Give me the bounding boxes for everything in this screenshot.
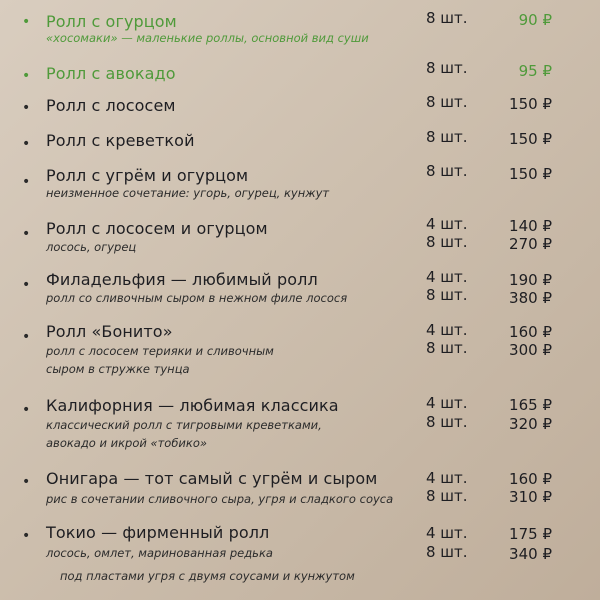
item-description: авокадо и икрой «тобико»	[46, 436, 207, 450]
item-price: 150 ₽	[509, 95, 552, 113]
item-name: Онигара — тот самый с угрём и сыром	[46, 469, 378, 488]
item-quantity: 8 шт.	[426, 339, 468, 357]
item-price: 270 ₽	[509, 235, 552, 253]
item-price: 300 ₽	[509, 341, 552, 359]
item-quantity: 4 шт.	[426, 394, 468, 412]
item-name: Калифорния — любимая классика	[46, 396, 339, 415]
bullet: •	[22, 136, 31, 152]
item-description: лосось, омлет, маринованная редька	[46, 546, 273, 560]
item-quantity: 8 шт.	[426, 543, 468, 561]
bullet: •	[22, 474, 31, 490]
item-name: Ролл с лососем	[46, 96, 176, 115]
bullet: •	[22, 528, 31, 544]
bullet: •	[22, 277, 31, 293]
item-quantity: 4 шт.	[426, 469, 468, 487]
bullet: •	[22, 68, 31, 84]
item-price: 160 ₽	[509, 470, 552, 488]
item-price: 95 ₽	[518, 62, 552, 80]
item-description: ролл со сливочным сыром в нежном филе лосося	[46, 291, 348, 305]
item-price: 140 ₽	[509, 217, 552, 235]
item-price: 340 ₽	[509, 545, 552, 563]
bullet: •	[22, 402, 31, 418]
item-price: 165 ₽	[509, 396, 552, 414]
item-price: 190 ₽	[509, 271, 552, 289]
bullet: •	[22, 14, 31, 30]
item-description: «хосомаки» — маленькие роллы, основной вид суши	[46, 31, 369, 45]
item-price: 150 ₽	[509, 130, 552, 148]
item-name: Ролл с авокадо	[46, 64, 176, 83]
item-quantity: 8 шт.	[426, 59, 468, 77]
item-quantity: 8 шт.	[426, 413, 468, 431]
item-description: под пластами угря с двумя соусами и кунжутом	[60, 569, 355, 583]
item-price: 175 ₽	[509, 525, 552, 543]
item-quantity: 8 шт.	[426, 286, 468, 304]
item-price: 150 ₽	[509, 165, 552, 183]
item-name: Ролл с угрём и огурцом	[46, 166, 249, 185]
bullet: •	[22, 226, 31, 242]
item-name: Токио — фирменный ролл	[46, 523, 270, 542]
item-quantity: 4 шт.	[426, 215, 468, 233]
item-description: сыром в стружке тунца	[46, 362, 190, 376]
item-price: 380 ₽	[509, 289, 552, 307]
item-price: 320 ₽	[509, 415, 552, 433]
item-quantity: 4 шт.	[426, 321, 468, 339]
item-description: ролл с лососем терияки и сливочным	[46, 344, 274, 358]
item-quantity: 8 шт.	[426, 93, 468, 111]
item-quantity: 8 шт.	[426, 128, 468, 146]
item-quantity: 8 шт.	[426, 233, 468, 251]
item-quantity: 8 шт.	[426, 9, 468, 27]
item-price: 310 ₽	[509, 488, 552, 506]
item-quantity: 4 шт.	[426, 524, 468, 542]
item-description: классический ролл с тигровыми креветками,	[46, 418, 322, 432]
item-quantity: 8 шт.	[426, 487, 468, 505]
item-name: Ролл с креветкой	[46, 131, 195, 150]
item-name: Ролл «Бонито»	[46, 322, 173, 341]
item-description: неизменное сочетание: угорь, огурец, кунжут	[46, 186, 330, 200]
bullet: •	[22, 100, 31, 116]
item-quantity: 4 шт.	[426, 268, 468, 286]
item-description: рис в сочетании сливочного сыра, угря и сладкого соуса	[46, 492, 394, 506]
item-name: Ролл с огурцом	[46, 12, 177, 31]
item-name: Филадельфия — любимый ролл	[46, 270, 318, 289]
bullet: •	[22, 329, 31, 345]
item-quantity: 8 шт.	[426, 162, 468, 180]
item-price: 160 ₽	[509, 323, 552, 341]
item-name: Ролл с лососем и огурцом	[46, 219, 268, 238]
item-description: лосось, огурец	[46, 240, 137, 254]
item-price: 90 ₽	[518, 11, 552, 29]
bullet: •	[22, 174, 31, 190]
